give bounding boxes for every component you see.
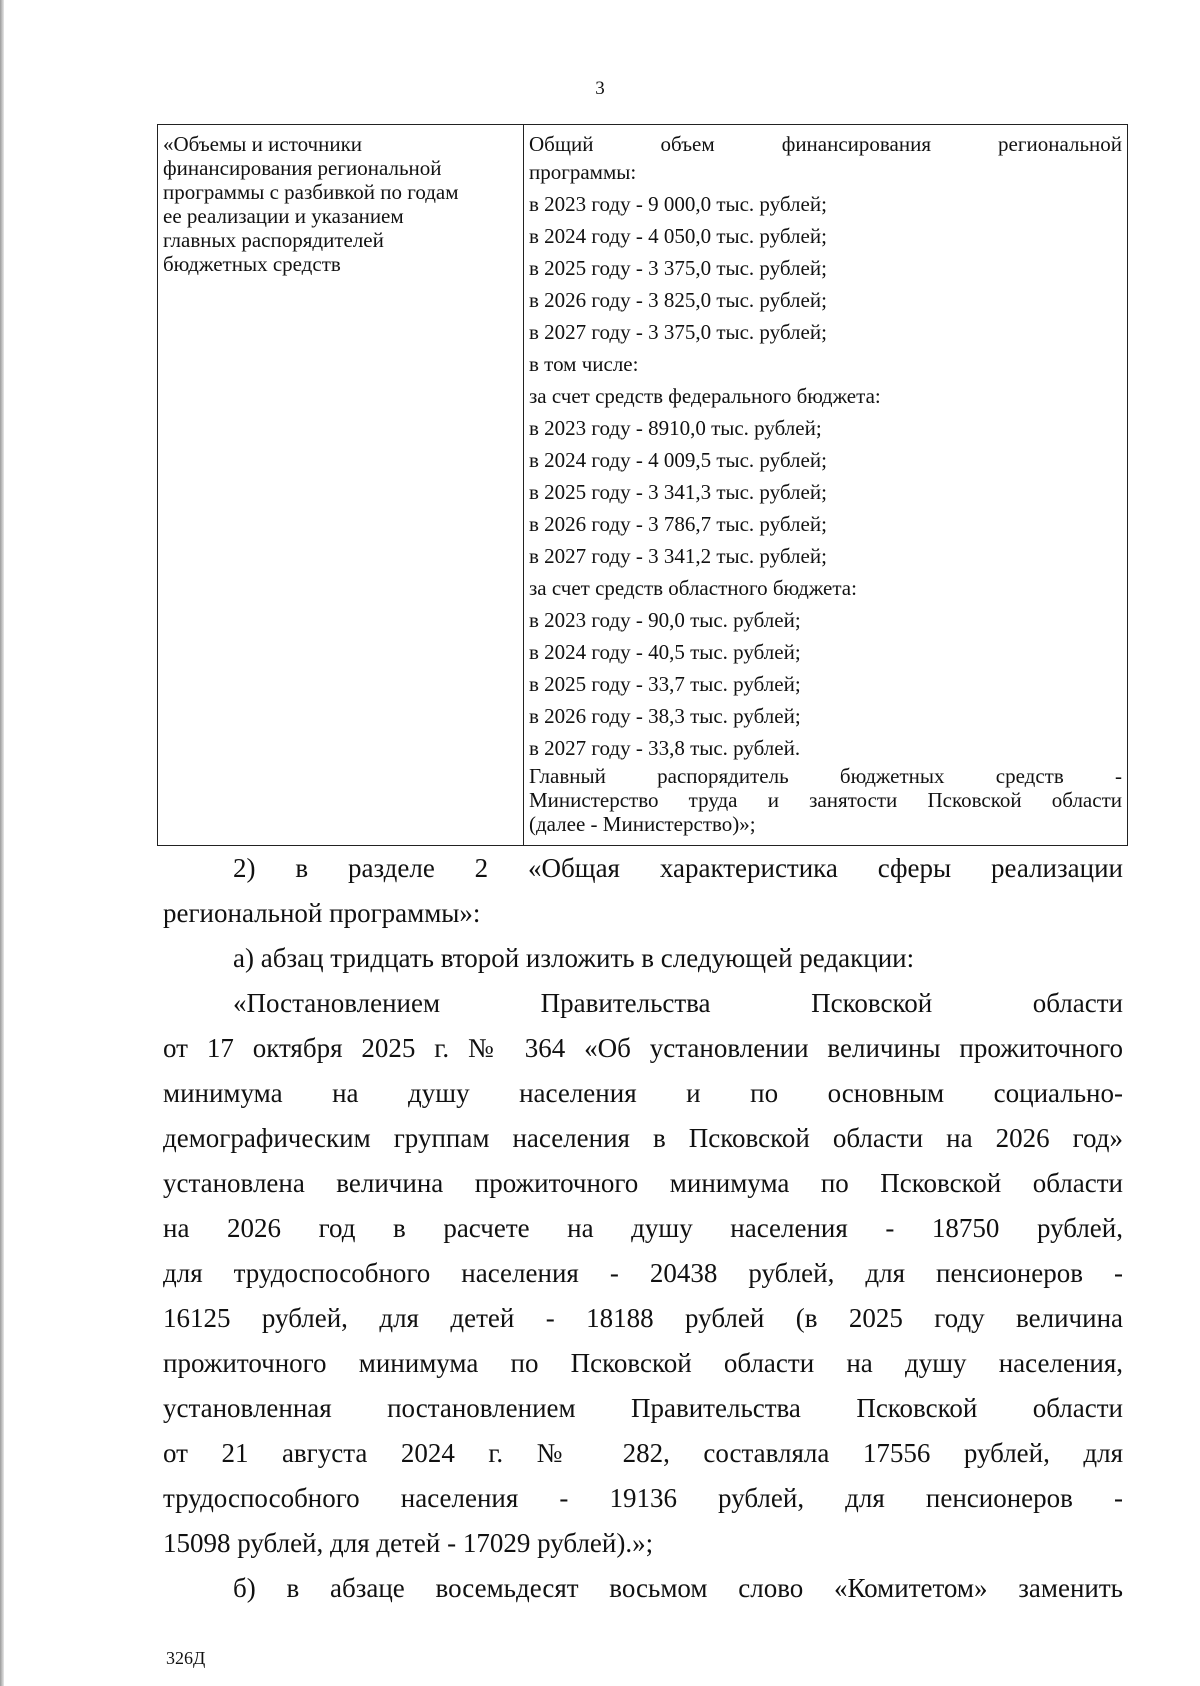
value-line: (далее - Министерство)»; (529, 812, 756, 836)
label-line: «Объемы и источники (163, 132, 363, 156)
value-line: в 2026 году - 3 786,7 тыс. рублей; (529, 512, 827, 536)
document-body (163, 846, 1123, 1611)
text-line: демографическим группам населения в Псковской области на 2026 год» (163, 1123, 1123, 1153)
value-line: за счет средств федерального бюджета: (529, 384, 881, 408)
funding-info-table (157, 124, 1128, 846)
scan-page-edge (0, 0, 4, 1686)
text-line: минимума на душу населения и по основным социально- (163, 1078, 1123, 1108)
label-line: программы с разбивкой по годам (163, 180, 459, 204)
value-line: в 2026 году - 3 825,0 тыс. рублей; (529, 288, 827, 312)
value-line: в 2025 году - 3 375,0 тыс. рублей; (529, 256, 827, 280)
value-line: в 2025 году - 33,7 тыс. рублей; (529, 672, 801, 696)
text-line: установленная постановлением Правительства Псковской области (163, 1393, 1123, 1423)
text-line: от 21 августа 2024 г. № 282, составляла 17556 рублей, для (163, 1438, 1123, 1468)
label-line: главных распорядителей (163, 228, 384, 252)
value-line: в том числе: (529, 352, 639, 376)
value-line: в 2023 году - 9 000,0 тыс. рублей; (529, 192, 827, 216)
text-line: 15098 рублей, для детей - 17029 рублей).»; (163, 1528, 654, 1558)
text-line: от 17 октября 2025 г. № 364 «Об установлении величины прожиточного (163, 1033, 1123, 1063)
document-code: 326Д (166, 1648, 206, 1668)
text-line: региональной программы»: (163, 898, 481, 928)
text-line: 2) в разделе 2 «Общая характеристика сферы реализации (233, 853, 1123, 883)
value-line: Главный распорядитель бюджетных средств - (529, 764, 1122, 788)
value-line: в 2026 году - 38,3 тыс. рублей; (529, 704, 801, 728)
text-line: а) абзац тридцать второй изложить в следующей редакции: (233, 943, 915, 973)
text-line: 16125 рублей, для детей - 18188 рублей (в 2025 году величина (163, 1303, 1123, 1333)
value-line: программы: (529, 160, 637, 184)
value-line: в 2024 году - 40,5 тыс. рублей; (529, 640, 801, 664)
value-line: в 2027 году - 3 375,0 тыс. рублей; (529, 320, 827, 344)
text-line: «Постановлением Правительства Псковской области (233, 988, 1123, 1018)
text-line: б) в абзаце восемьдесят восьмом слово «Комитетом» заменить (233, 1573, 1123, 1603)
label-line: ее реализации и указанием (163, 204, 404, 228)
value-line: в 2023 году - 90,0 тыс. рублей; (529, 608, 801, 632)
value-line: в 2023 году - 8910,0 тыс. рублей; (529, 416, 822, 440)
text-line: прожиточного минимума по Псковской области на душу населения, (163, 1348, 1123, 1378)
label-line: бюджетных средств (163, 252, 341, 276)
text-line: трудоспособного населения - 19136 рублей, для пенсионеров - (163, 1483, 1123, 1513)
value-line: Министерство труда и занятости Псковской области (529, 788, 1122, 812)
page-number: 3 (595, 78, 605, 99)
value-line: в 2024 году - 4 050,0 тыс. рублей; (529, 224, 827, 248)
value-line: за счет средств областного бюджета: (529, 576, 857, 600)
value-line: Общий объем финансирования региональной (529, 132, 1122, 156)
table-row (158, 125, 1128, 846)
value-line: в 2024 году - 4 009,5 тыс. рублей; (529, 448, 827, 472)
value-line: в 2025 году - 3 341,3 тыс. рублей; (529, 480, 827, 504)
table-cell-value (524, 125, 1128, 846)
text-line: на 2026 год в расчете на душу населения - 18750 рублей, (163, 1213, 1123, 1243)
value-line: в 2027 году - 33,8 тыс. рублей. (529, 736, 801, 760)
text-line: установлена величина прожиточного минимума по Псковской области (163, 1168, 1123, 1198)
text-line: для трудоспособного населения - 20438 рублей, для пенсионеров - (163, 1258, 1123, 1288)
table-cell-label (158, 125, 524, 846)
label-line: финансирования региональной (163, 156, 442, 180)
value-line: в 2027 году - 3 341,2 тыс. рублей; (529, 544, 827, 568)
